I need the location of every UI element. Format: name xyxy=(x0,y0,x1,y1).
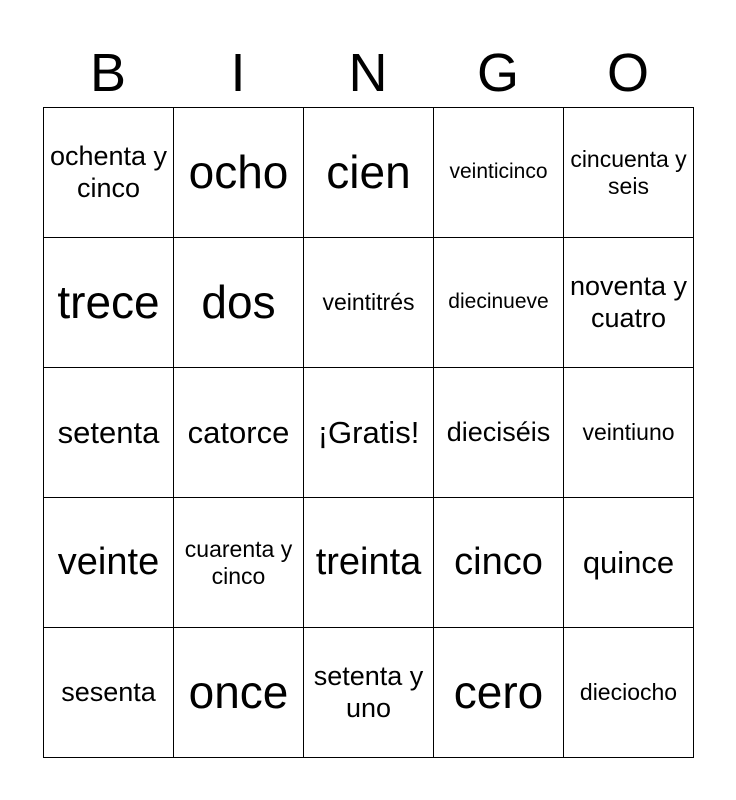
cell-label: ochenta y cinco xyxy=(49,141,168,203)
bingo-cell[interactable] xyxy=(304,238,434,368)
bingo-cell[interactable] xyxy=(44,628,174,758)
cell-label: dos xyxy=(201,276,276,329)
header-letter-b: B xyxy=(89,43,127,103)
cell-label: veintitrés xyxy=(322,289,415,316)
bingo-cell[interactable] xyxy=(434,108,564,238)
cell-label: veinticinco xyxy=(449,160,548,184)
bingo-cell[interactable] xyxy=(564,108,694,238)
cell-label: trece xyxy=(57,276,160,329)
cell-label: treinta xyxy=(315,540,422,583)
bingo-cell[interactable] xyxy=(434,628,564,758)
cell-label: once xyxy=(188,666,289,719)
bingo-cell[interactable] xyxy=(174,108,304,238)
header-letter-i: I xyxy=(230,43,246,103)
header-letter-g: G xyxy=(476,43,519,103)
bingo-cell[interactable] xyxy=(44,498,174,628)
bingo-cell[interactable] xyxy=(434,498,564,628)
cell-label: noventa y cuatro xyxy=(569,271,688,333)
cell-label: setenta y uno xyxy=(313,661,424,723)
bingo-cell[interactable] xyxy=(564,238,694,368)
cell-label: quince xyxy=(582,544,675,580)
bingo-board xyxy=(43,107,694,758)
bingo-cell[interactable] xyxy=(174,368,304,498)
bingo-cell[interactable] xyxy=(304,498,434,628)
cell-label: cuarenta y cinco xyxy=(184,536,293,589)
cell-label: veintiuno xyxy=(582,419,675,446)
free-space-cell[interactable] xyxy=(304,368,434,498)
header-letter-o: O xyxy=(606,43,649,103)
bingo-cell[interactable] xyxy=(304,628,434,758)
cell-label: cien xyxy=(326,146,411,199)
cell-label: ¡Gratis! xyxy=(317,414,420,450)
bingo-cell[interactable] xyxy=(44,108,174,238)
bingo-cell[interactable] xyxy=(564,628,694,758)
bingo-cell[interactable] xyxy=(564,368,694,498)
cell-label: cinco xyxy=(454,540,543,583)
bingo-cell[interactable] xyxy=(44,368,174,498)
bingo-cell[interactable] xyxy=(304,108,434,238)
cell-label: setenta xyxy=(57,414,160,450)
cell-label: veinte xyxy=(57,540,160,583)
header-letter-n: N xyxy=(348,43,388,103)
cell-label: sesenta xyxy=(61,676,156,707)
cell-label: dieciocho xyxy=(579,679,678,706)
cell-label: diecinueve xyxy=(448,290,549,314)
bingo-cell[interactable] xyxy=(174,238,304,368)
cell-label: cincuenta y seis xyxy=(570,146,687,199)
bingo-cell[interactable] xyxy=(44,238,174,368)
cell-label: dieciséis xyxy=(446,416,551,447)
bingo-header xyxy=(43,40,693,106)
bingo-cell[interactable] xyxy=(174,498,304,628)
bingo-cell[interactable] xyxy=(434,368,564,498)
bingo-cell[interactable] xyxy=(434,238,564,368)
bingo-cell[interactable] xyxy=(174,628,304,758)
cell-label: ocho xyxy=(188,146,289,199)
cell-label: cero xyxy=(453,666,544,719)
bingo-cell[interactable] xyxy=(564,498,694,628)
cell-label: catorce xyxy=(187,414,290,450)
